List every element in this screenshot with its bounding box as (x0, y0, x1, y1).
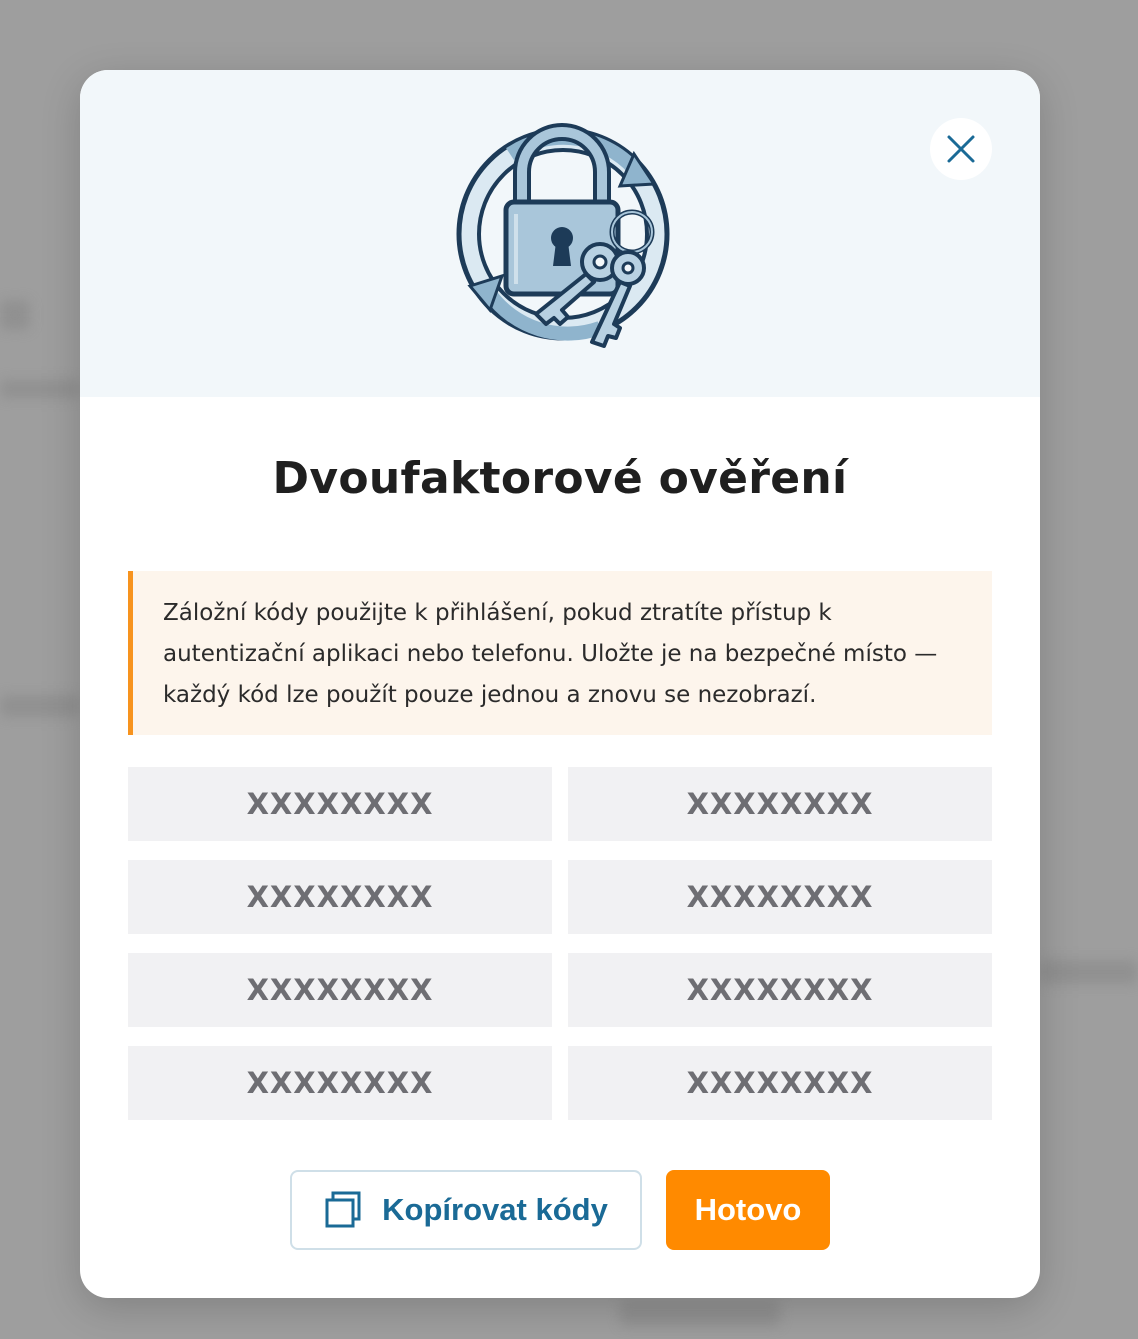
background-content (0, 695, 80, 717)
close-button[interactable] (930, 118, 992, 180)
two-factor-dialog (80, 70, 1040, 1298)
backup-code: XXXXXXXX (128, 860, 552, 934)
background-content (620, 1300, 780, 1326)
padlock-keys-illustration (450, 114, 680, 354)
dialog-header (80, 70, 1040, 397)
copy-icon (324, 1191, 362, 1229)
done-button[interactable]: Hotovo (666, 1170, 830, 1250)
backup-code: XXXXXXXX (568, 953, 992, 1027)
backup-code: XXXXXXXX (568, 767, 992, 841)
backup-code: XXXXXXXX (128, 953, 552, 1027)
background-content (0, 380, 80, 398)
close-icon (946, 134, 976, 164)
background-content (0, 300, 30, 330)
dialog-title: Dvoufaktorové ověření (272, 453, 848, 504)
copy-codes-button[interactable] (290, 1170, 642, 1250)
backup-code: XXXXXXXX (128, 1046, 552, 1120)
backup-code: XXXXXXXX (568, 860, 992, 934)
copy-codes-label: Kopírovat kódy (382, 1192, 608, 1227)
backup-code: XXXXXXXX (128, 767, 552, 841)
background-content (1040, 960, 1138, 984)
backup-codes-notice: Záložní kódy použijte k přihlášení, pokud ztratíte přístup k autentizační aplikaci nebo telefonu. Uložte je na bezpečné místo — každý kód lze použít pouze jednou a znovu se nezobrazí. (128, 571, 992, 735)
backup-code: XXXXXXXX (568, 1046, 992, 1120)
backup-codes-grid (128, 767, 992, 1120)
